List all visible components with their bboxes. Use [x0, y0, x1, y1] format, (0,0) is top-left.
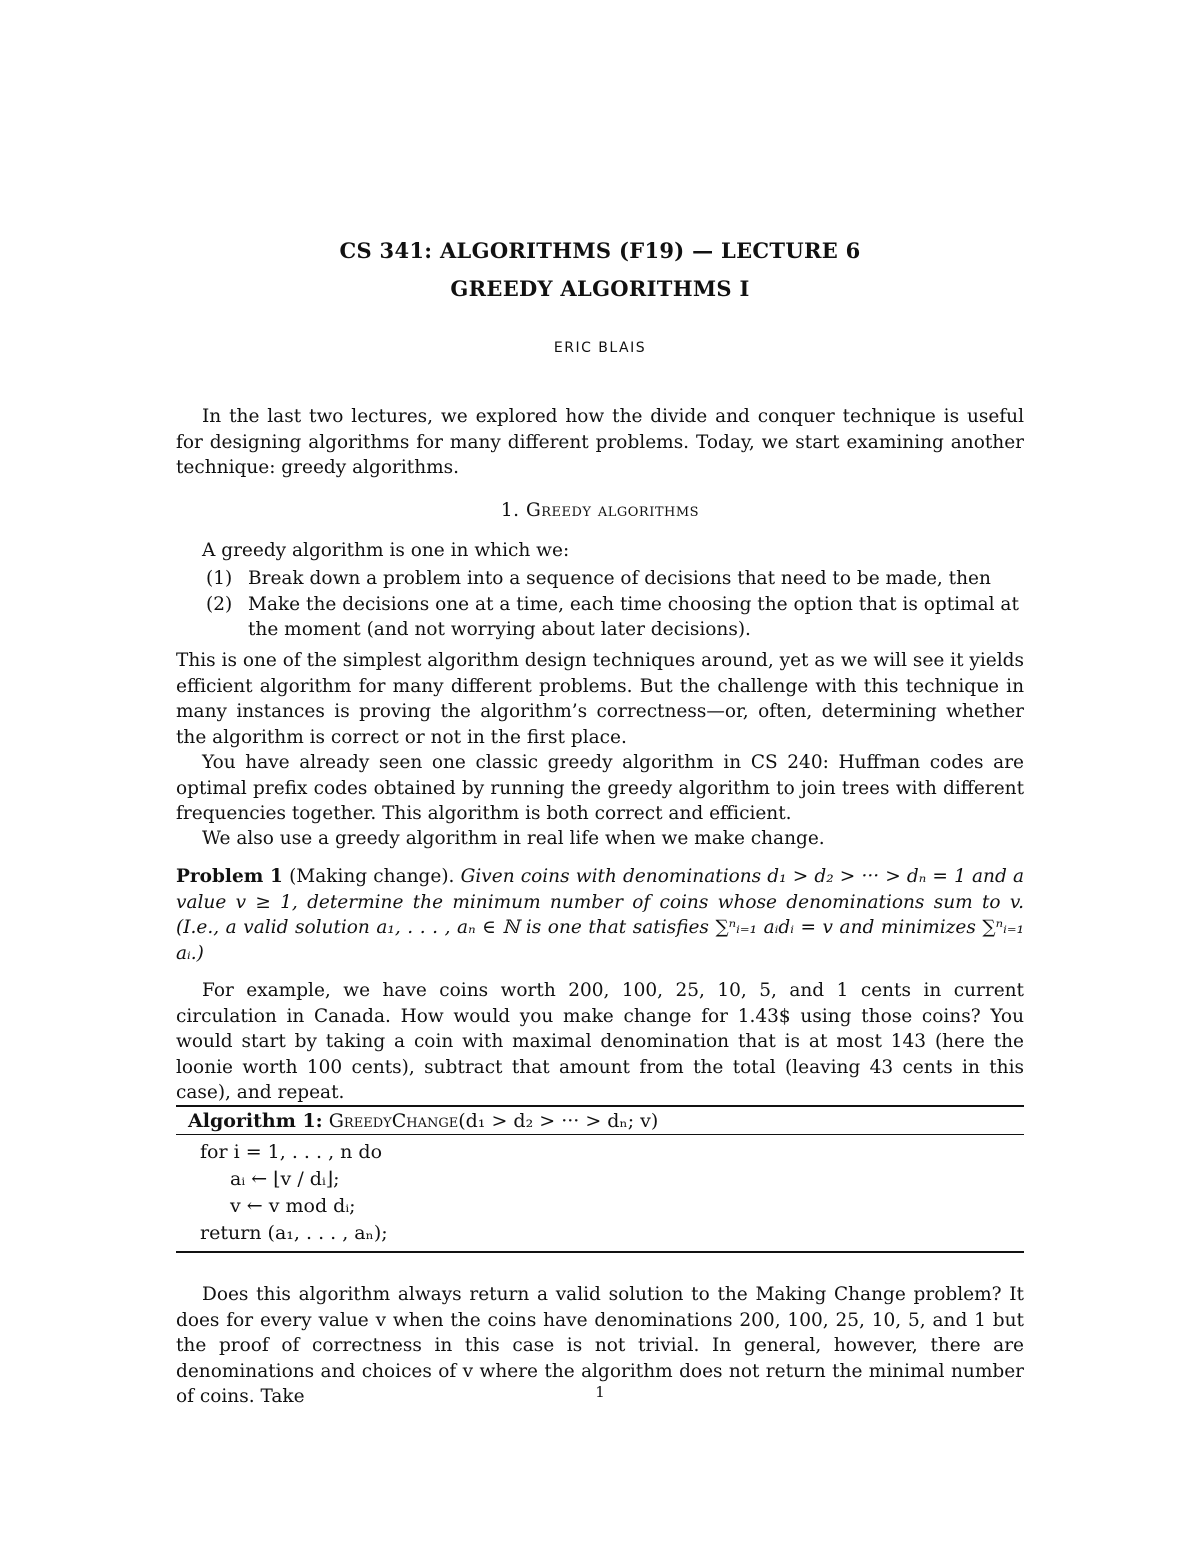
document-page	[176, 0, 1024, 1553]
author-name: ERIC BLAIS	[553, 340, 647, 356]
algorithm-box	[176, 1105, 1024, 1253]
problem-text: Given coins with denominations d₁ > d₂ > ··· > dₙ = 1 and a value v ≥ 1, determine the minimum number of coins whose denominations sum to v. (I.e., a valid solution a₁, . . . , aₙ ∈ ℕ is one that satisfies ∑ⁿᵢ₌₁ aᵢdᵢ = v and minimizes ∑ⁿᵢ₌₁ aᵢ.)	[176, 866, 1024, 964]
page-number: 1	[595, 1383, 605, 1401]
algorithm-line: for i = 1, . . . , n do	[200, 1141, 383, 1163]
section-heading: 1. Greedy algorithms	[500, 500, 700, 521]
problem-statement	[176, 864, 1024, 966]
algorithm-bottom-rule	[176, 1251, 1024, 1253]
greedy-definition-lead: A greedy algorithm is one in which we:	[202, 540, 570, 561]
paragraph-huffman: You have already seen one classic greedy algorithm in CS 240: Huffman codes are optimal prefix codes obtained by running the greedy algorithm to join trees with different frequencies together. This algorithm is both correct and efficient.	[176, 752, 1024, 824]
document-title: CS 341: ALGORITHMS (F19) — LECTURE 6	[339, 238, 861, 263]
problem-name: (Making change).	[289, 866, 455, 887]
algorithm-name: GreedyChange	[328, 1110, 459, 1132]
document-subtitle: GREEDY ALGORITHMS I	[450, 276, 750, 301]
algorithm-line: return (a₁, . . . , aₙ);	[200, 1222, 388, 1244]
list-text: Break down a problem into a sequence of decisions that need to be made, then	[248, 568, 991, 589]
paragraph-simplest: This is one of the simplest algorithm design techniques around, yet as we will see it yields efficient algorithm for many different problems. But the challenge with this technique in many instances is proving the algorithm’s correctness—or, often, determining whether the algorithm is correct or not in the first place.	[176, 650, 1024, 748]
algorithm-line: aᵢ ← ⌊v / dᵢ⌋;	[230, 1168, 340, 1190]
list-number: (2)	[206, 593, 233, 615]
list-number: (1)	[206, 568, 233, 589]
closing-paragraph: Does this algorithm always return a valid solution to the Making Change problem? It does for every value v when the coins have denominations 200, 100, 25, 10, 5, and 1 but the proof of correctness in this case is not trivial. In general, however, there are denominations and choices of v where the algorithm does not return the minimal number of coins. Take	[176, 1284, 1024, 1407]
algorithm-header	[176, 1107, 1024, 1134]
definition-list	[206, 566, 1024, 643]
algorithm-line: v ← v mod dᵢ;	[230, 1195, 356, 1217]
problem-label: Problem 1	[176, 866, 283, 887]
example-paragraph: For example, we have coins worth 200, 100, 25, 10, 5, and 1 cents in current circulation in Canada. How would you make change for 1.43$ using those coins? You would start by taking a coin with maximal denomination that is at most 143 (here the loonie worth 100 cents), subtract that amount from the total (leaving 43 cents in this case), and repeat.	[176, 980, 1024, 1103]
algorithm-body	[176, 1135, 1024, 1251]
list-item	[206, 566, 1024, 592]
algorithm-label: Algorithm 1:	[188, 1110, 323, 1132]
list-text: Make the decisions one at a time, each time choosing the option that is optimal at the moment (and not worrying about later decisions).	[248, 593, 1019, 640]
list-item	[206, 592, 1024, 643]
algorithm-signature: (d₁ > d₂ > ··· > dₙ; v)	[458, 1110, 659, 1132]
intro-paragraph: In the last two lectures, we explored how the divide and conquer technique is useful for designing algorithms for many different problems. Today, we start examining another technique: greedy algorithms.	[176, 406, 1024, 478]
paragraph-change: We also use a greedy algorithm in real life when we make change.	[202, 828, 825, 849]
